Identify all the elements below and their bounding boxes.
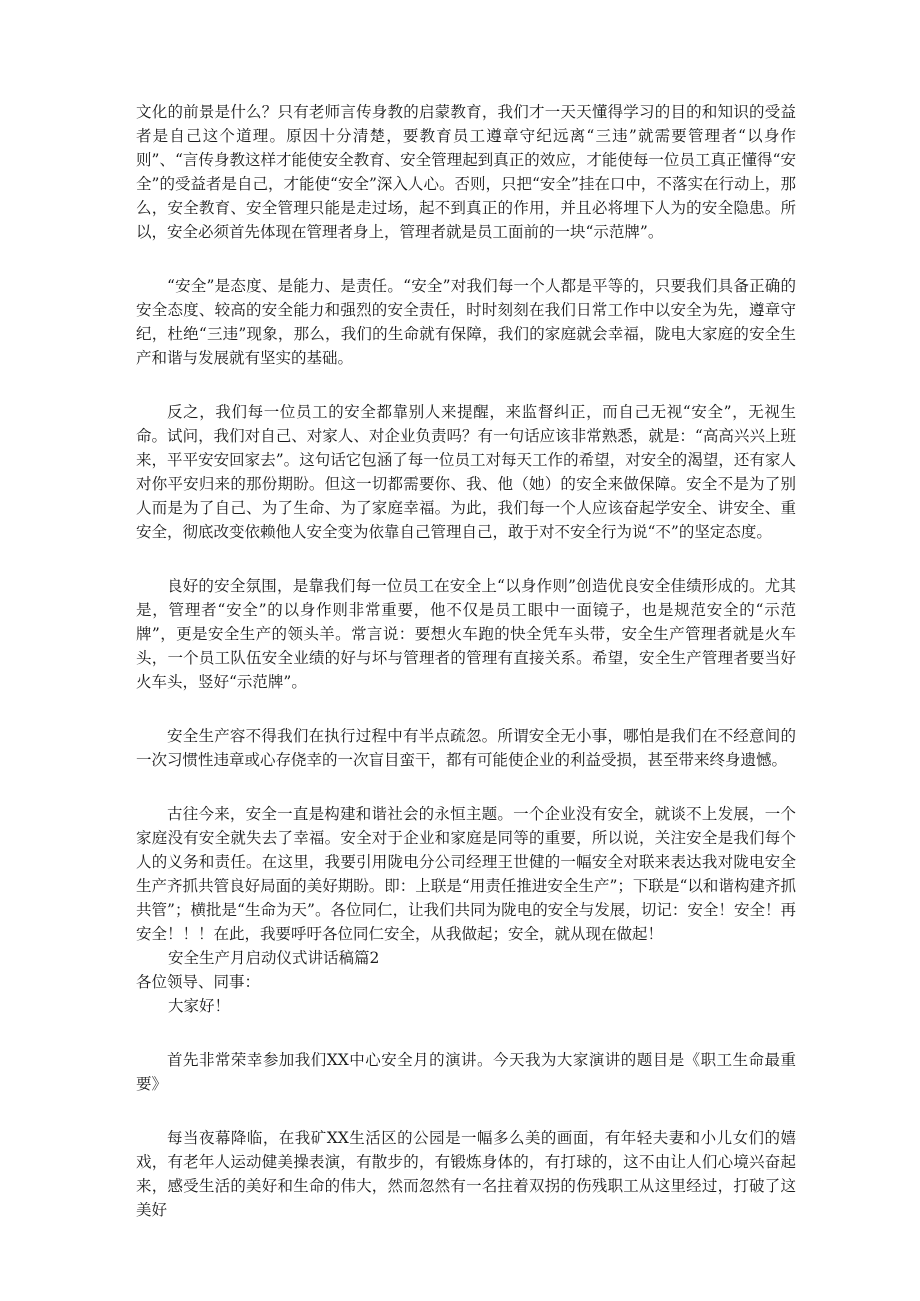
paragraph-5: 安全生产容不得我们在执行过程中有半点疏忽。所谓安全无小事，哪怕是我们在不经意间的一次习惯性违章或心存侥幸的一次盲目蛮干，都有可能使企业的利益受损，甚至带来终身遗憾。 [136, 727, 796, 769]
paragraph-7: 每当夜幕降临，在我矿XX生活区的公园是一幅多么美的画面，有年轻夫妻和小儿女们的嬉戏，有老年人运动健美操表演，有散步的，有锻炼身体的，有打球的，这不由让人们心境兴奋起来，感受生活的美好和生命的伟大，然而忽然有一名拄着双拐的伤残职工从这里经过，打破了这美好 [136, 1129, 796, 1219]
paragraph-4: 良好的安全氛围，是靠我们每一位员工在安全上“以身作则”创造优良安全佳绩形成的。尤其是，管理者“安全”的以身作则非常重要，他不仅是员工眼中一面镜子，也是规范安全的“示范牌”，更是安全生产的领头羊。常言说：要想火车跑的快全凭车头带，安全生产管理者就是火车头，一个员工队伍安全业绩的好与坏与管理者的管理有直接关系。希望，安全生产管理者要当好火车头，竖好“示范牌”。 [136, 577, 796, 691]
paragraph-3: 反之，我们每一位员工的安全都靠别人来提醒，来监督纠正，而自己无视“安全”，无视生命。试问，我们对自己、对家人、对企业负责吗？有一句话应该非常熟悉，就是：“高高兴兴上班来，平平安安回家去”。这句话它包涵了每一位员工对每天工作的希望，对安全的渴望，还有家人对你平安归来的那份期盼。但这一切都需要你、我、他（她）的安全来做保障。安全不是为了别人而是为了自己、为了生命、为了家庭幸福。为此，我们每一个人应该奋起学安全、讲安全、重安全，彻底改变依赖他人安全变为依靠自己管理自己，敢于对不安全行为说“不”的坚定态度。 [136, 403, 796, 541]
greeting: 大家好！ [168, 997, 231, 1015]
salutation: 各位领导、同事： [136, 973, 261, 991]
paragraph-2: “安全”是态度、是能力、是责任。“安全”对我们每一个人都是平等的，只要我们具备正确的安全态度、较高的安全能力和强烈的安全责任，时时刻刻在我们日常工作中以安全为先，遵章守纪，杜绝“三违”现象，那么，我们的生命就有保障，我们的家庭就会幸福，陇电大家庭的安全生产和谐与发展就有坚实的基础。 [136, 277, 796, 367]
document-page [136, 100, 796, 1222]
paragraph-1: 文化的前景是什么？只有老师言传身教的启蒙教育，我们才一天天懂得学习的目的和知识的受益者是自己这个道理。原因十分清楚，要教育员工遵章守纪远离“三违”就需要管理者“以身作则”、“言传身教这样才能使安全教育、安全管理起到真正的效应，才能使每一位员工真正懂得“安全”的受益者是自己，才能使“安全”深入人心。否则，只把“安全”挂在口中，不落实在行动上，那么，安全教育、安全管理只能是走过场，起不到真正的作用，并且必将埋下人为的安全隐患。所以，安全必须首先体现在管理者身上，管理者就是员工面前的一块“示范牌”。 [136, 103, 796, 241]
paragraph-6: 古往今来，安全一直是构建和谐社会的永恒主题。一个企业没有安全，就谈不上发展，一个家庭没有安全就失去了幸福。安全对于企业和家庭是同等的重要，所以说，关注安全是我们每个人的义务和责任。在这里，我要引用陇电分公司经理王世健的一幅安全对联来表达我对陇电安全生产齐抓共管良好局面的美好期盼。即：上联是“用责任推进安全生产”；下联是“以和谐构建齐抓共管”；横批是“生命为天”。各位同仁，让我们共同为陇电的安全与发展，切记：安全！安全！再安全！！！在此，我要呼吁各位同仁安全，从我做起；安全，就从现在做起！ [136, 805, 796, 943]
section-title: 安全生产月启动仪式讲话稿篇2 [168, 949, 380, 967]
intro-paragraph: 首先非常荣幸参加我们XX中心安全月的演讲。今天我为大家演讲的题目是《职工生命最重要》 [136, 1051, 796, 1093]
